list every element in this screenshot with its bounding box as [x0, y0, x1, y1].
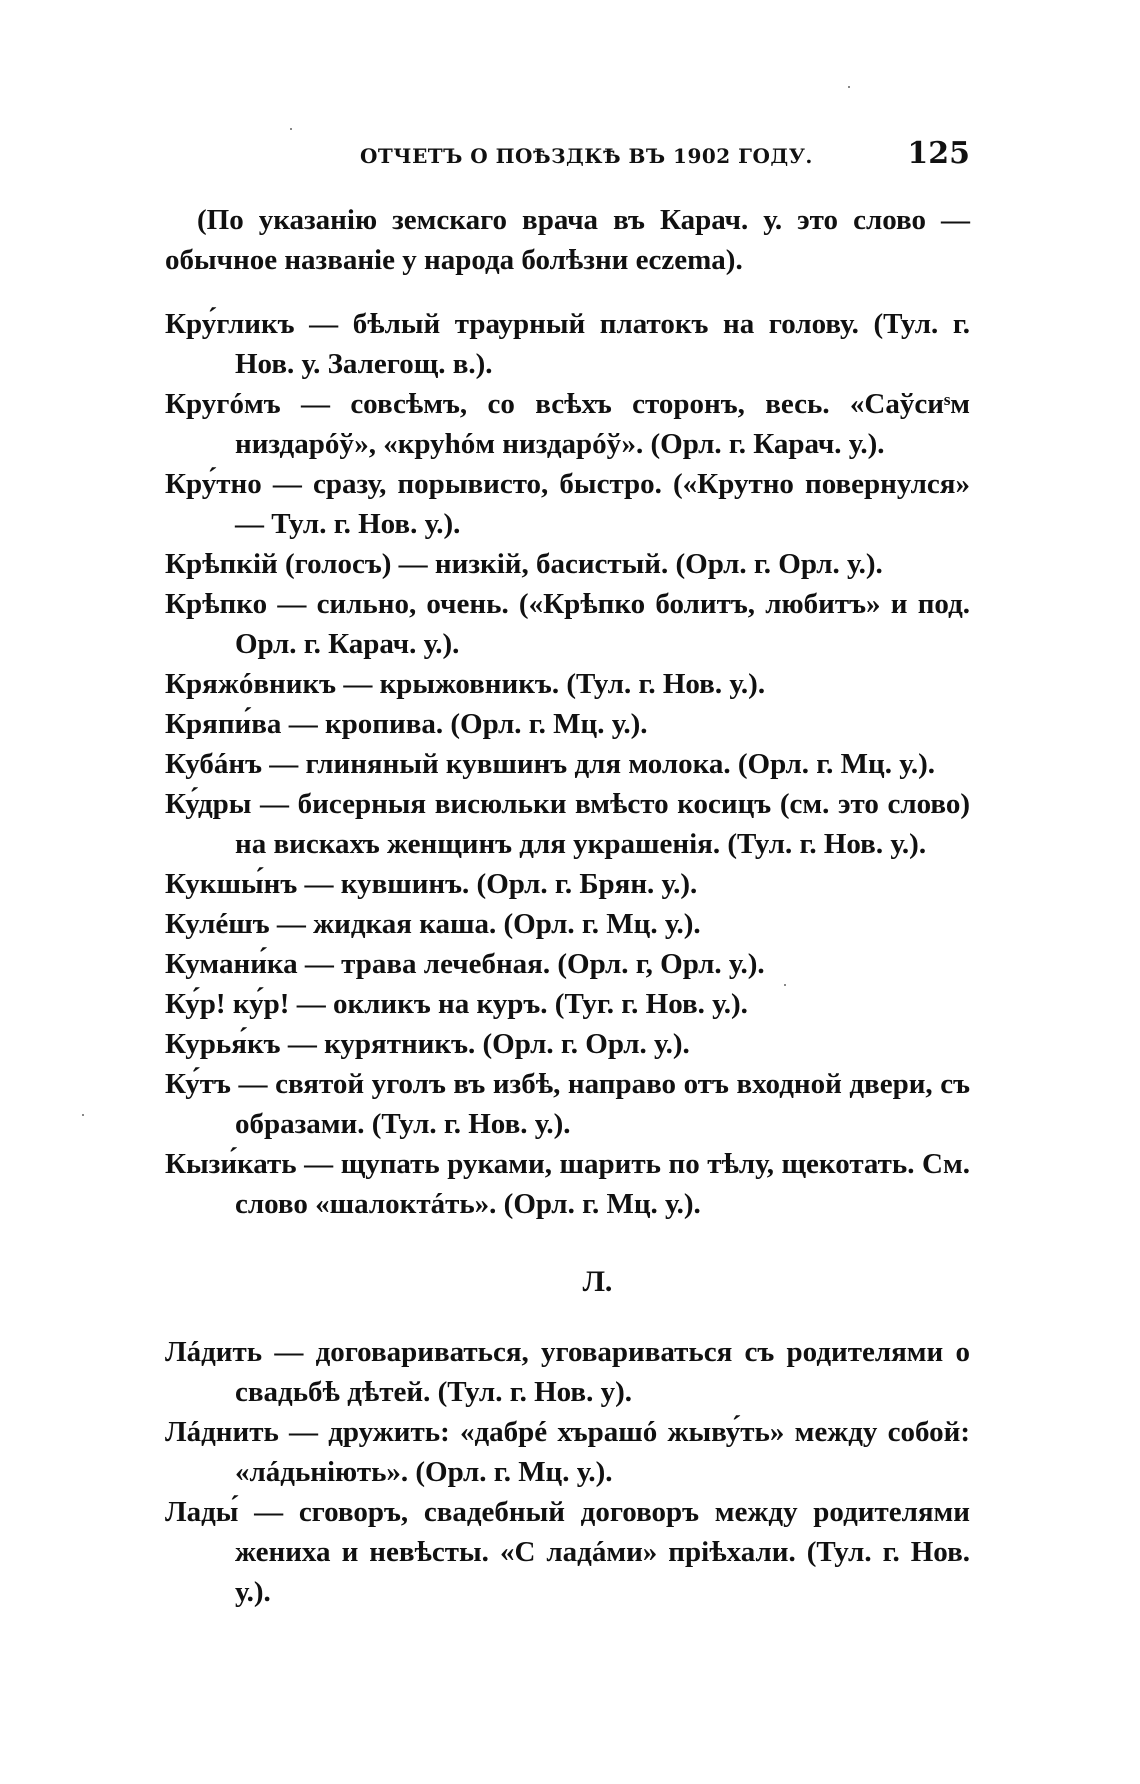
entry-definition: святой уголъ въ избѣ, направо отъ входной двери, съ образами. (Тул. г. Нов. у.).: [235, 1068, 971, 1140]
entry-separator: —: [391, 548, 435, 580]
dictionary-entry: [165, 704, 970, 744]
section-letter-heading: Л.: [582, 1265, 613, 1298]
entry-separator: —: [289, 988, 333, 1020]
dictionary-entry: [165, 784, 970, 864]
entry-definition: совсѣмъ, со всѣхъ сторонъ, весь. «Саўсиˢм низдарóў», «круһóм низдарóў». (Орл. г. Карач. у.).: [235, 388, 971, 460]
entry-headword: Кряжóвникъ: [165, 668, 337, 700]
entry-headword: Кызи́кать: [165, 1148, 297, 1180]
entry-headword: Ку́р! ку́р!: [165, 988, 290, 1020]
entry-headword: Кулéшъ: [165, 908, 270, 940]
dictionary-entry: [165, 464, 970, 544]
entry-headword: Крѣпкій (голосъ): [165, 548, 392, 580]
entry-definition: крыжовникъ. (Тул. г. Нов. у.).: [379, 668, 766, 700]
dictionary-entry: [165, 544, 970, 584]
running-head: [165, 136, 970, 176]
entry-headword: Лáднить: [165, 1416, 279, 1448]
entries-l-list: [165, 1332, 970, 1612]
print-speck: [848, 86, 850, 88]
entry-separator: —: [269, 908, 314, 940]
dictionary-entry: [165, 864, 970, 904]
entry-separator: —: [280, 388, 351, 420]
entry-separator: —: [262, 748, 306, 780]
entry-separator: —: [267, 588, 317, 620]
entry-definition: договариваться, уговариваться съ родителями о свадьбѣ дѣтей. (Тул. г. Нов. у).: [235, 1336, 970, 1408]
intro-paragraph: (По указанію земскаго врача въ Карач. у. это слово — обычное названіе у народа болѣзни eczema).: [165, 204, 970, 276]
entry-headword: Кумани́ка: [165, 948, 298, 980]
entry-definition: трава лечебная. (Орл. г, Орл. у.).: [341, 948, 765, 980]
entry-definition: бисерныя висюльки вмѣсто косицъ (см. это слово) на вискахъ женщинъ для украшенія. (Тул. г. Нов. у.).: [235, 788, 970, 860]
dictionary-entry: [165, 984, 970, 1024]
entry-definition: щупать руками, шарить по тѣлу, щекотать. См. слово «шалоктáть». (Орл. г. Мц. у.).: [235, 1148, 970, 1220]
entry-definition: кропива. (Орл. г. Мц. у.).: [324, 708, 648, 740]
entry-definition: сразу, порывисто, быстро. («Крутно повернулся» — Тул. г. Нов. у.).: [235, 468, 970, 540]
entries-k-list: [165, 304, 970, 1224]
entry-separator: —: [262, 1336, 316, 1368]
running-title: ОТЧЕТЪ О ПОѢЗДКѢ ВЪ 1902 ГОДУ.: [360, 144, 813, 168]
entry-headword: Кру́тно: [165, 468, 262, 500]
entry-definition: глиняный кувшинъ для молока. (Орл. г. Мц. у.).: [305, 748, 935, 780]
entry-headword: Курья́къ: [165, 1028, 281, 1060]
entry-definition: окликъ на куръ. (Туг. г. Нов. у.).: [332, 988, 748, 1020]
dictionary-entry: [165, 1064, 970, 1144]
dictionary-entry: [165, 1144, 970, 1224]
entry-separator: —: [297, 948, 342, 980]
entry-separator: —: [278, 1416, 329, 1448]
dictionary-entry: [165, 384, 970, 464]
dictionary-entry: [165, 1412, 970, 1492]
dictionary-entry: [165, 744, 970, 784]
dictionary-entry: [165, 304, 970, 384]
entry-definition: жидкая каша. (Орл. г. Мц. у.).: [313, 908, 701, 940]
body-text: [165, 200, 970, 1612]
entry-separator: —: [261, 468, 313, 500]
print-speck: [82, 1114, 84, 1116]
entry-separator: —: [230, 1068, 276, 1100]
entry-separator: —: [296, 1148, 341, 1180]
entry-separator: —: [238, 1496, 299, 1528]
dictionary-entry: [165, 664, 970, 704]
entry-headword: Лады́: [165, 1496, 239, 1528]
entry-separator: —: [281, 708, 325, 740]
entry-definition: сговоръ, свадебный договоръ между родителями жениха и невѣсты. «С ладáми» пріѣхали. (Тул. г. Нов. у.).: [235, 1496, 970, 1608]
entry-headword: Кряпи́ва: [165, 708, 282, 740]
print-speck: [290, 128, 292, 130]
page-number: 125: [907, 136, 970, 171]
entry-headword: Ку́дры: [165, 788, 252, 820]
entry-definition: курятникъ. (Орл. г. Орл. у.).: [324, 1028, 690, 1060]
entry-headword: Крѣпко: [165, 588, 268, 620]
entry-separator: —: [280, 1028, 325, 1060]
entry-definition: сильно, очень. («Крѣпко болитъ, любитъ» и под. Орл. г. Карач. у.).: [235, 588, 970, 660]
entry-separator: —: [297, 868, 341, 900]
dictionary-entry: [165, 1332, 970, 1412]
entry-separator: —: [336, 668, 380, 700]
dictionary-entry: [165, 584, 970, 664]
dictionary-entry: [165, 904, 970, 944]
dictionary-entry: [165, 1024, 970, 1064]
entry-definition: кувшинъ. (Орл. г. Брян. у.).: [340, 868, 698, 900]
entry-separator: —: [294, 308, 353, 340]
entry-headword: Кубáнъ: [165, 748, 263, 780]
entry-definition: бѣлый траурный платокъ на голову. (Тул. г. Нов. у. Залегощ. в.).: [235, 308, 971, 380]
entry-headword: Кру́гликъ: [165, 308, 295, 340]
dictionary-entry: [165, 944, 970, 984]
dictionary-entry: [165, 1492, 970, 1612]
entry-definition: дружить: «дабрé хърашó жыву́ть» между собой: «лáдьнiють». (Орл. г. Мц. у.).: [235, 1416, 970, 1488]
entry-headword: Кругóмъ: [165, 388, 281, 420]
entry-definition: низкій, басистый. (Орл. г. Орл. у.).: [434, 548, 883, 580]
entry-headword: Лáдить: [165, 1336, 263, 1368]
print-speck: [784, 984, 786, 986]
entry-headword: Кукшы́нъ: [165, 868, 298, 900]
entry-separator: —: [251, 788, 298, 820]
entry-headword: Ку́тъ: [165, 1068, 231, 1100]
